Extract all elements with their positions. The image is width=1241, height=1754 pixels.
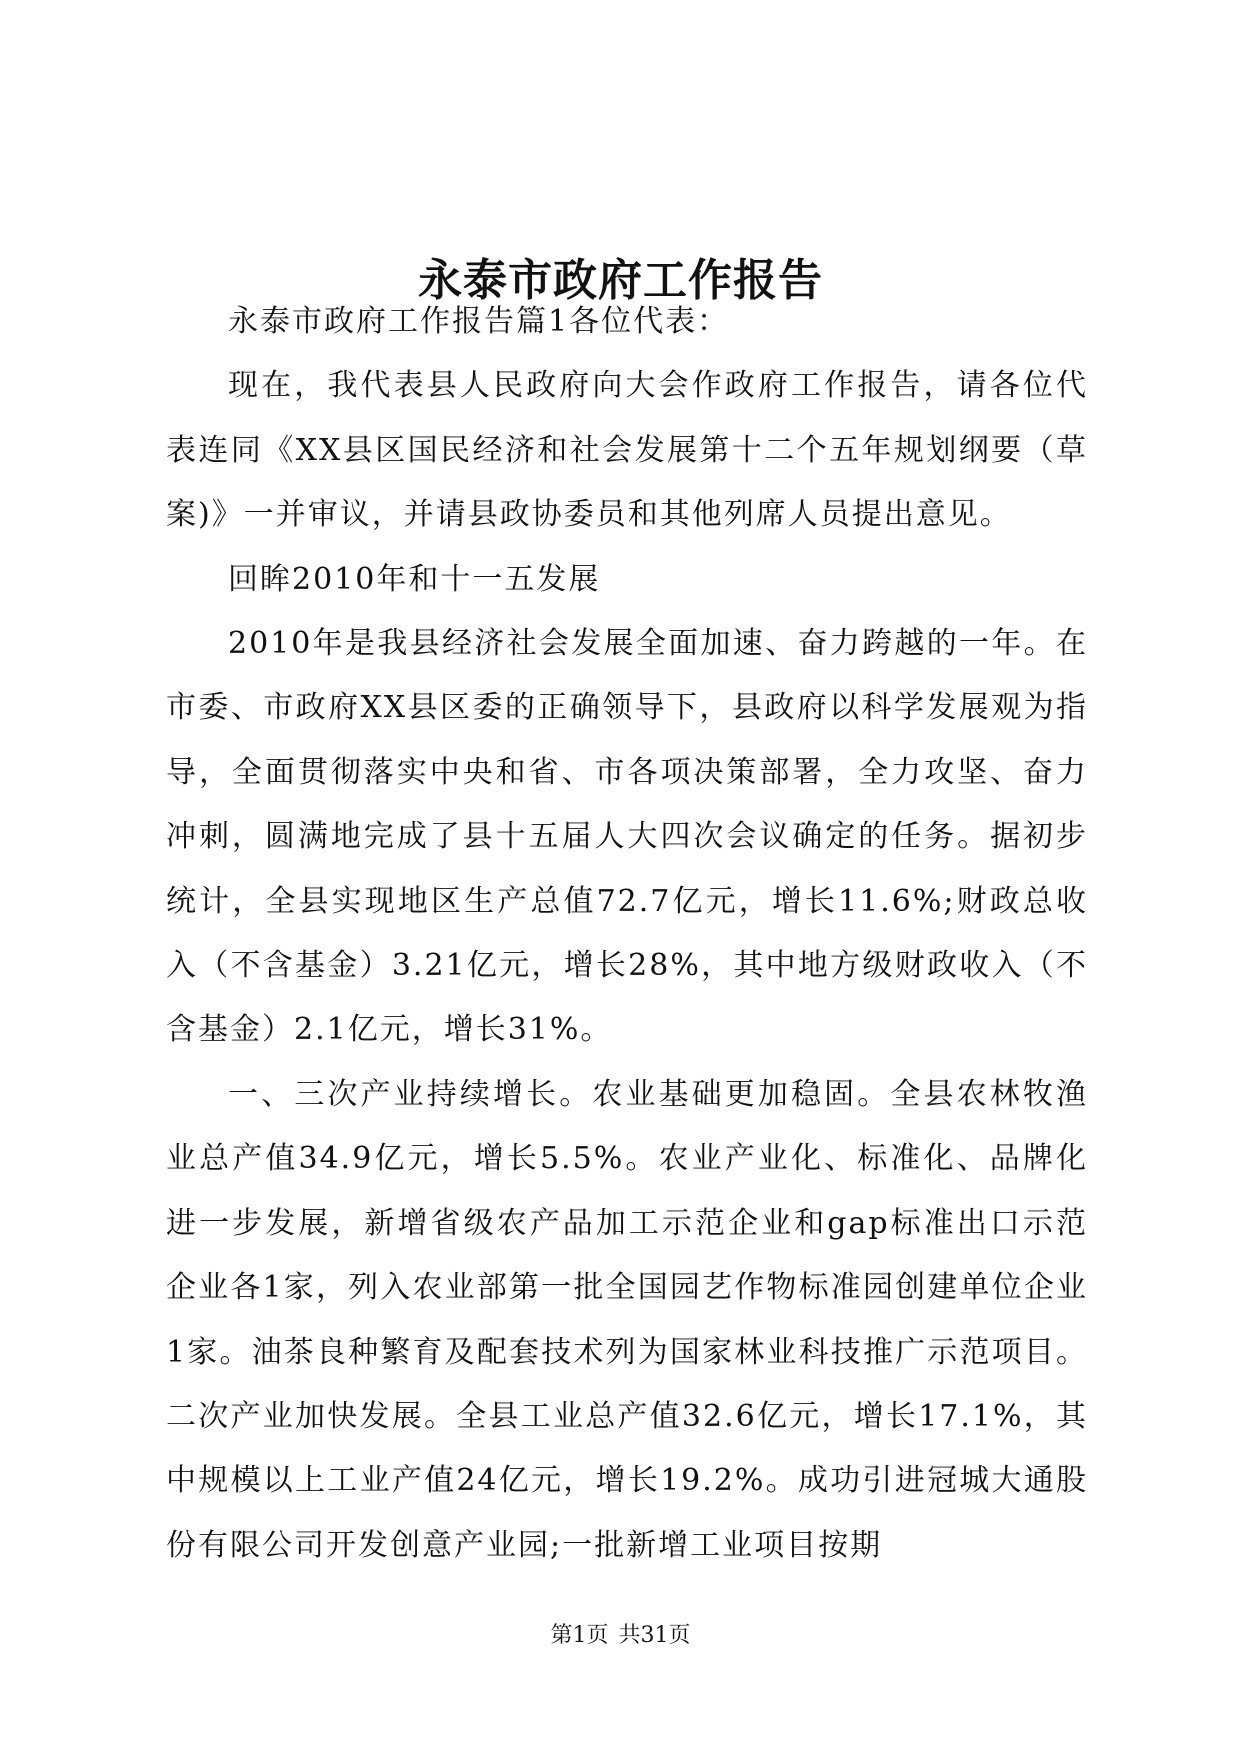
page-footer	[0, 1621, 1241, 1651]
paragraph: 回眸2010年和十一五发展	[228, 561, 601, 597]
paragraph: 现在，我代表县人民政府向大会作政府工作报告，请各位代表连同《XX县区国民经济和社会发展第十二个五年规划纲要（草案)》一并审议，并请县政协委员和其他列席人员提出意见。	[166, 368, 1088, 533]
document-title: 永泰市政府工作报告	[418, 255, 823, 307]
page-total: 共31页	[618, 1623, 691, 1648]
paragraph: 永泰市政府工作报告篇1各位代表：	[228, 304, 730, 339]
paragraph: 一、三次产业持续增长。农业基础更加稳固。全县农林牧渔业总产值34.9亿元，增长5.5%。农业产业化、标准化、品牌化进一步发展，新增省级农产品加工示范企业和gap标准出口示范企业各1家，列入农业部第一批全国园艺作物标准园创建单位企业1家。油茶良种繁育及配套技术列为国家林业科技推广示范项目。二次产业加快发展。全县工业总产值32.6亿元，增长17.1%，其中规模以上工业产值24亿元，增长19.2%。成功引进冠城大通股份有限公司开发创意产业园;一批新增工业项目按期	[166, 1076, 1088, 1563]
document-body	[166, 290, 1088, 1578]
page-number: 第1页	[550, 1623, 609, 1648]
paragraph: 2010年是我县经济社会发展全面加速、奋力跨越的一年。在市委、市政府XX县区委的正确领导下，县政府以科学发展观为指导，全面贯彻落实中央和省、市各项决策部署，全力攻坚、奋力冲刺，圆满地完成了县十五届人大四次会议确定的任务。据初步统计，全县实现地区生产总值72.7亿元，增长11.6%;财政总收入（不含基金）3.21亿元，增长28%，其中地方级财政收入（不含基金）2.1亿元，增长31%。	[166, 626, 1088, 1048]
